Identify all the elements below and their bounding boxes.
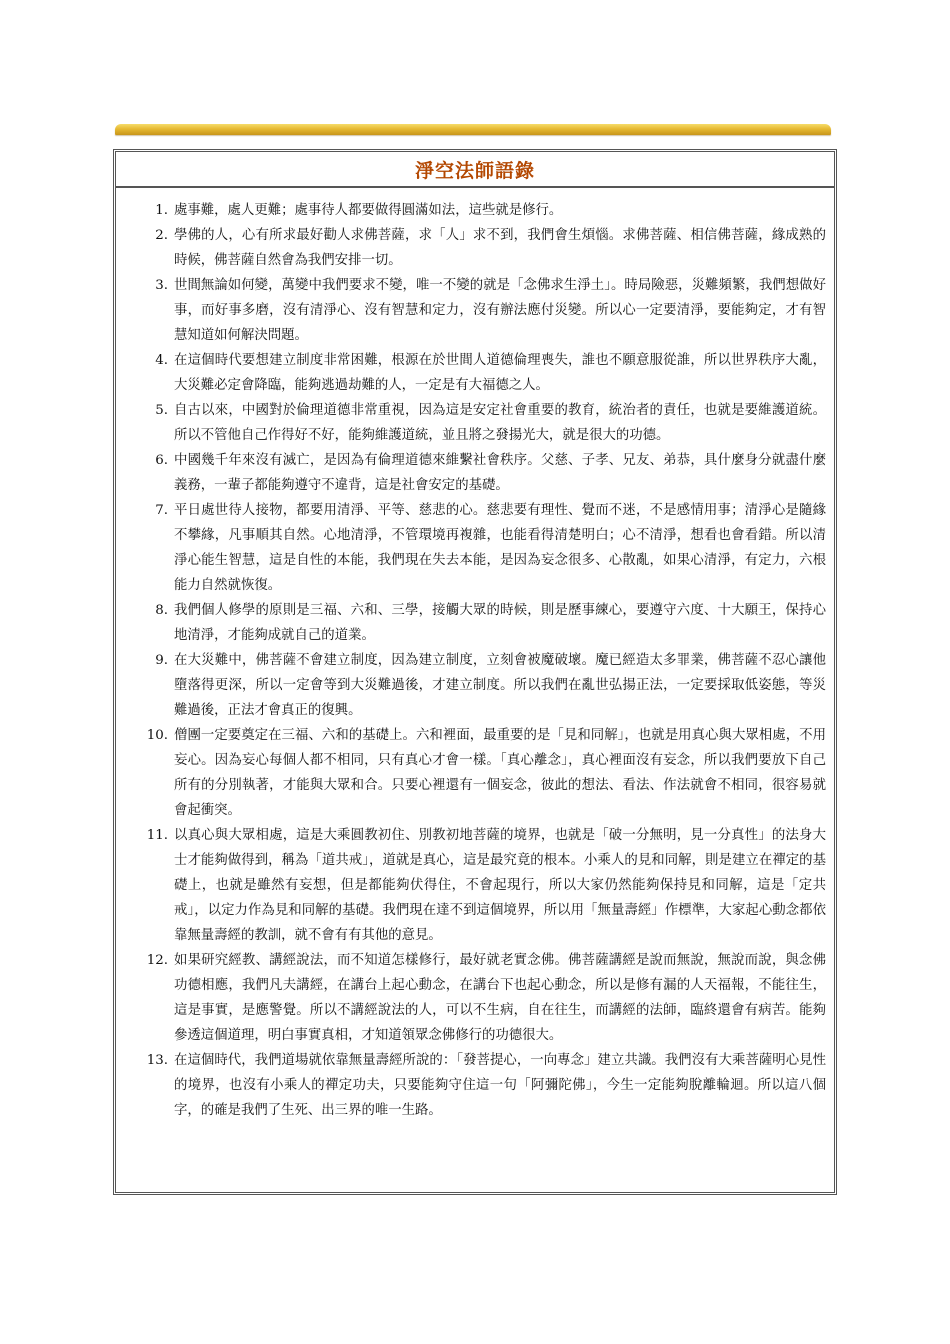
item-number: 4. (155, 353, 168, 368)
item-number: 2. (155, 228, 168, 243)
title-box (116, 152, 834, 188)
item-number: 10. (146, 728, 168, 743)
list-item (116, 398, 826, 448)
item-text: 如果研究經教、講經說法，而不知道怎樣修行，最好就老實念佛。佛菩薩講經是說而無說，無說而說，與念佛功德相應，我們凡夫講經，在講台上起心動念，在講台下也起心動念，所以是修有漏的人天福報，不能往生，這是事實，是應警覺。所以不講經說法的人，可以不生病，自在往生，而講經的法師，臨終還會有病苦。能夠參透這個道理，明白事實真相，才知道領眾念佛修行的功德很大。 (174, 953, 826, 1043)
item-text: 僧團一定要奠定在三福、六和的基礎上。六和裡面，最重要的是「見和同解」，也就是用真心與大眾相處，不用妄心。因為妄心每個人都不相同，只有真心才會一樣。「真心離念」，真心裡面沒有妄念，所以我們要放下自己所有的分別執著，才能與大眾和合。只要心裡還有一個妄念，彼此的想法、看法、作法就會不相同，很容易就會起衝突。 (174, 728, 826, 818)
item-text: 在大災難中，佛菩薩不會建立制度，因為建立制度，立刻會被魔破壞。魔已經造太多罪業，佛菩薩不忍心讓他墮落得更深，所以一定會等到大災難過後，才建立制度。所以我們在亂世弘揚正法，一定要採取低姿態，等災難過後，正法才會真正的復興。 (174, 653, 826, 718)
item-text: 在這個時代，我們道場就依靠無量壽經所說的：「發菩提心，一向專念」建立共識。我們沒有大乘菩薩明心見性的境界，也沒有小乘人的禪定功夫，只要能夠守住這一句「阿彌陀佛」，今生一定能夠脫離輪迴。所以這八個字，的確是我們了生死、出三界的唯一生路。 (174, 1053, 826, 1118)
decorative-gold-bar (115, 124, 831, 135)
item-number: 8. (155, 603, 168, 618)
item-text: 學佛的人，心有所求最好勸人求佛菩薩，求「人」求不到，我們會生煩惱。求佛菩薩、相信佛菩薩，緣成熟的時候，佛菩薩自然會為我們安排一切。 (174, 228, 826, 268)
list-item (116, 273, 826, 348)
item-number: 11. (146, 828, 168, 843)
item-text: 自古以來，中國對於倫理道德非常重視，因為這是安定社會重要的教育，統治者的責任，也就是要維護道統。所以不管他自己作得好不好，能夠維護道統，並且將之發揚光大，就是很大的功德。 (174, 403, 826, 443)
item-text: 世間無論如何變，萬變中我們要求不變，唯一不變的就是「念佛求生淨土」。時局險惡，災難頻繁，我們想做好事，而好事多磨，沒有清淨心、沒有智慧和定力，沒有辦法應付災變。所以心一定要清淨，要能夠定，才有智慧知道如何解決問題。 (174, 278, 826, 343)
list-item (116, 198, 826, 223)
list-item (116, 1048, 826, 1123)
list-item (116, 648, 826, 723)
item-number: 6. (155, 453, 168, 468)
item-number: 13. (146, 1053, 168, 1068)
item-number: 12. (146, 953, 168, 968)
list-item (116, 823, 826, 948)
list-item (116, 448, 826, 498)
item-number: 9. (155, 653, 168, 668)
list-item (116, 598, 826, 648)
quote-list (116, 188, 834, 1123)
list-item (116, 723, 826, 823)
list-item (116, 223, 826, 273)
item-text: 中國幾千年來沒有滅亡，是因為有倫理道德來維繫社會秩序。父慈、子孝、兄友、弟恭，具什麼身分就盡什麼義務，一輩子都能夠遵守不違背，這是社會安定的基礎。 (174, 453, 826, 493)
item-number: 5. (155, 403, 168, 418)
page-title: 淨空法師語錄 (414, 159, 535, 182)
quotes-panel (113, 149, 837, 1195)
item-number: 7. (155, 503, 168, 518)
item-text: 我們個人修學的原則是三福、六和、三學，接觸大眾的時候，則是歷事練心，要遵守六度、十大願王，保持心地清淨，才能夠成就自己的道業。 (174, 603, 826, 643)
list-item (116, 498, 826, 598)
item-text: 以真心與大眾相處，這是大乘圓教初住、別教初地菩薩的境界，也就是「破一分無明，見一分真性」的法身大士才能夠做得到，稱為「道共戒」，道就是真心，這是最究竟的根本。小乘人的見和同解，則是建立在禪定的基礎上，也就是雖然有妄想，但是都能夠伏得住，不會起現行，所以大家仍然能夠保持見和同解，這是「定共戒」，以定力作為見和同解的基礎。我們現在達不到這個境界，所以用「無量壽經」作標準，大家起心動念都依靠無量壽經的教訓，就不會有有其他的意見。 (174, 828, 826, 943)
item-text: 在這個時代要想建立制度非常困難，根源在於世間人道德倫理喪失，誰也不願意服從誰，所以世界秩序大亂，大災難必定會降臨，能夠逃過劫難的人，一定是有大福德之人。 (174, 353, 826, 393)
item-text: 平日處世待人接物，都要用清淨、平等、慈悲的心。慈悲要有理性、覺而不迷，不是感情用事；清淨心是隨緣不攀緣，凡事順其自然。心地清淨，不管環境再複雜，也能看得清楚明白；心不清淨，想看也會看錯。所以清淨心能生智慧，這是自性的本能，我們現在失去本能，是因為妄念很多、心散亂，如果心清淨，有定力，六根能力自然就恢復。 (174, 503, 826, 593)
item-text: 處事難，處人更難；處事待人都要做得圓滿如法，這些就是修行。 (174, 203, 563, 218)
item-number: 1. (155, 203, 168, 218)
list-item (116, 948, 826, 1048)
item-number: 3. (155, 278, 168, 293)
list-item (116, 348, 826, 398)
